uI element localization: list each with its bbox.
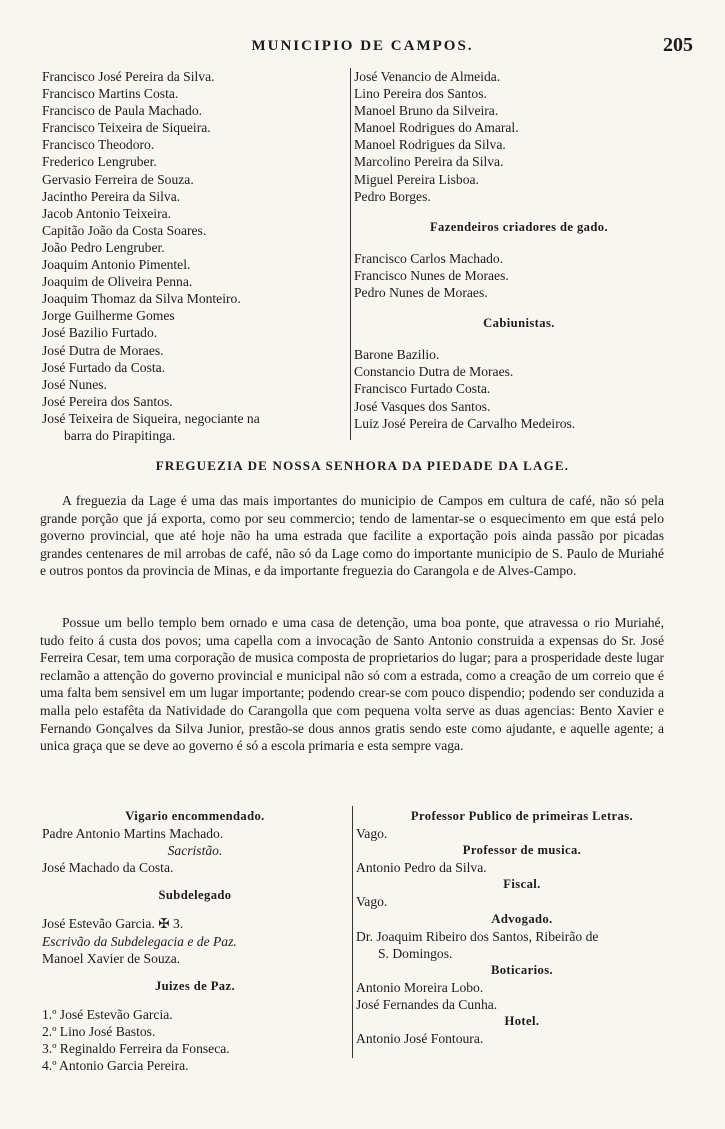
fazendeiros-heading: Fazendeiros criadores de gado. [429,219,609,234]
list-item: José Fernandes da Cunha. [356,997,498,1013]
top-right-column [354,68,684,432]
list-item: Manoel Rodrigues do Amaral. [354,120,519,136]
column-divider [352,806,353,1058]
list-item: Joaquim Antonio Pimentel. [42,257,191,273]
vigario-name: Padre Antonio Martins Machado. [42,826,224,842]
list-item: 2.º Lino José Bastos. [42,1023,156,1039]
list-item: Jacob Antonio Teixeira. [42,205,172,221]
paragraph-2: Possue um bello templo bem ornado e uma casa de detenção, uma boa ponte, que atravessa o rio Muriahé, tudo feito á custa dos povos; uma capella com a invocação de Santo Antonio construida a expensas do Sr. José Ferreira Cesar, tem uma corporação de musica composta de proprietarios do lugar; para a prosperidade deste lugar reclamão a attenção do governo provincial e municipal não só com a estrada, como a creação de um correio que é uma falta bem sensivel em um lugar importante; podendo crear-se com pouco dispendio; podendo ser conduzida a malla pelo estafêta da Natividade do Carangolla que com pequena volta serve as duas agencias: Bento Xavier e Fernando Gonçalves da Silva Junior, prestão-se dous annos gratis sendo este como ajudante, e aquelle agente; a unica graça que se deve ao governo é só a escola primaria e esta sempre vaga. [40,615,664,754]
sacristao-label: Sacristão. [167,843,223,859]
professor-letras-heading: Professor Publico de primeiras Letras. [410,809,634,823]
list-item: Francisco Teixeira de Siqueira. [42,120,211,136]
professor-musica-name: Antonio Pedro da Silva. [356,860,487,876]
juizes-heading: Juizes de Paz. [154,978,236,993]
list-item: Lino Pereira dos Santos. [354,86,487,102]
cabiunistas-heading: Cabiunistas. [483,316,555,331]
list-item: Marcolino Pereira da Silva. [354,154,504,170]
list-item: Antonio Moreira Lobo. [356,979,484,995]
list-item: barra do Pirapitinga. [64,427,176,443]
escrivao-name: Manoel Xavier de Souza. [42,950,181,966]
advogado-name: Dr. Joaquim Ribeiro dos Santos, Ribeirão de [356,928,599,944]
professor-letras-name: Vago. [356,826,388,842]
list-item: Constancio Dutra de Moraes. [354,364,514,380]
subdelegado-heading: Subdelegado [158,888,232,903]
column-divider [350,68,351,440]
list-item: Manoel Bruno da Silveira. [354,103,499,119]
running-title: MUNICIPIO DE CAMPOS. [251,38,474,54]
advogado-place: S. Domingos. [378,945,453,961]
subdelegado-name: José Estevão Garcia. ✠ 3. [42,916,184,932]
vigario-heading: Vigario encommendado. [125,809,265,823]
page-number: 205 [663,34,693,56]
list-item: Jacintho Pereira da Silva. [42,188,181,204]
sacristao-name: José Machado da Costa. [42,860,174,876]
top-left-column [42,68,348,444]
list-item: Jorge Guilherme Gomes [42,308,175,324]
list-item: José Dutra de Moraes. [42,342,164,358]
list-item: Francisco Martins Costa. [42,86,179,102]
professor-musica-heading: Professor de musica. [462,843,582,858]
list-item: Miguel Pereira Lisboa. [354,171,479,187]
list-item: Joaquim de Oliveira Penna. [42,274,193,290]
list-item: Luiz José Pereira de Carvalho Medeiros. [354,415,576,431]
hotel-name: Antonio José Fontoura. [356,1031,484,1047]
fiscal-heading: Fiscal. [503,877,541,892]
list-item: José Vasques dos Santos. [354,398,491,414]
list-item: Pedro Borges. [354,188,431,204]
bottom-left-column [42,808,348,1074]
list-item: Francisco Theodoro. [42,137,155,153]
list-item: Francisco Furtado Costa. [354,381,491,397]
list-item: 1.º José Estevão Garcia. [42,1006,173,1022]
list-item: José Teixeira de Siqueira, negociante na [42,410,260,426]
list-item: 4.º Antonio Garcia Pereira. [42,1058,189,1074]
escrivao-label: Escrivão da Subdelegacia e de Paz. [42,933,237,949]
list-item: Pedro Nunes de Moraes. [354,285,488,301]
list-item: João Pedro Lengruber. [42,239,165,255]
list-item: Francisco José Pereira da Silva. [42,69,215,84]
list-item: Barone Bazilio. [354,347,440,363]
page-header [0,0,725,70]
list-item: Joaquim Thomaz da Silva Monteiro. [42,291,241,307]
hotel-heading: Hotel. [504,1014,540,1029]
list-item: Manoel Rodrigues da Silva. [354,137,506,153]
list-item: Frederico Lengruber. [42,154,157,170]
advogado-heading: Advogado. [491,911,553,926]
list-item: José Venancio de Almeida. [354,69,501,84]
list-item: Gervasio Ferreira de Souza. [42,171,194,187]
list-item: José Pereira dos Santos. [42,393,173,409]
list-item: Francisco de Paula Machado. [42,103,203,119]
paragraph-1: A freguezia da Lage é uma das mais importantes do municipio de Campos em cultura de café, não só pela grande porção que já exporta, como por seu commercio; tendo de lamentar-se o esquecimento em que está pelo governo provincial, que até hoje não ha uma estrada que facilite a exportação pois ainda passão por picadas grandes centenares de mil arrobas de café, não só da Lage como do importante municipio de S. Paulo de Muriahé e outros pontos da provincia de Minas, e da importante freguezia do Carangola e de Alves-Campo. [40,493,664,579]
bottom-right-column [356,808,688,1047]
list-item: 3.º Reginaldo Ferreira da Fonseca. [42,1041,230,1057]
list-item: José Bazilio Furtado. [42,325,158,341]
list-item: Francisco Nunes de Moraes. [354,267,509,283]
list-item: José Furtado da Costa. [42,359,166,375]
list-item: Capitão João da Costa Soares. [42,222,207,238]
fiscal-name: Vago. [356,894,388,910]
section-title: FREGUEZIA DE NOSSA SENHORA DA PIEDADE DA LAGE. [155,458,570,473]
list-item: José Nunes. [42,376,107,392]
boticarios-heading: Boticarios. [490,962,554,977]
list-item: Francisco Carlos Machado. [354,250,504,266]
